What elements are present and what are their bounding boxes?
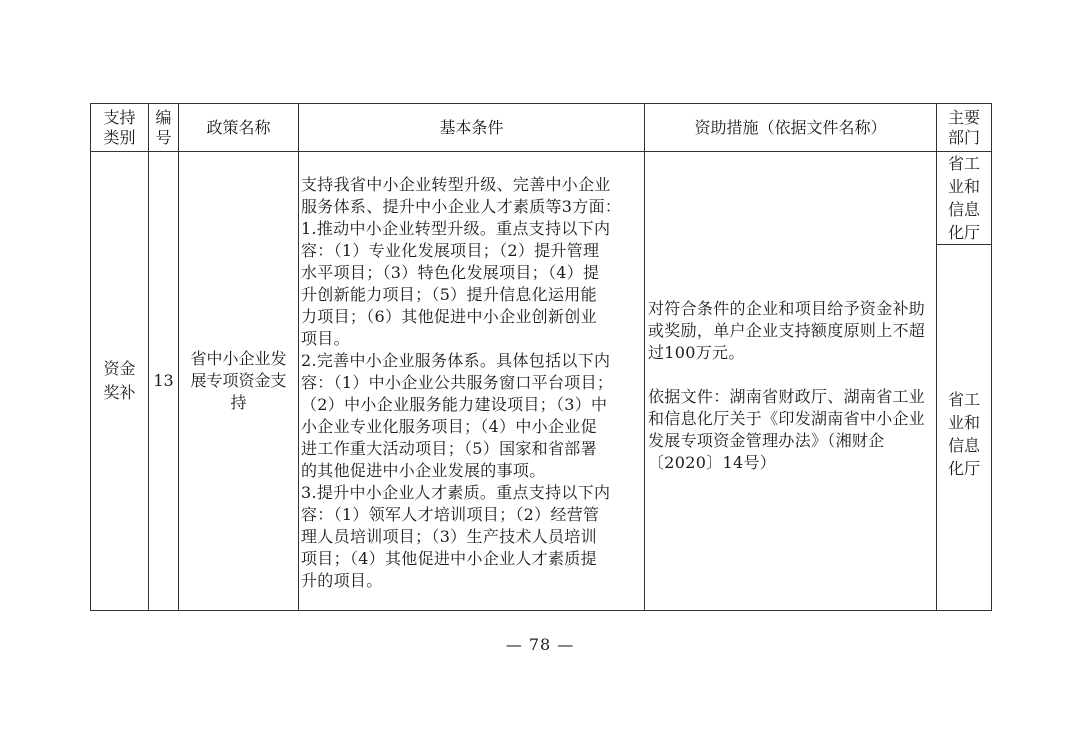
condition-line: 项目。 [301,329,350,348]
table-row [91,152,992,245]
policy-table [90,103,992,611]
cell-department-top: 省工业和信息化厅 [937,152,992,245]
condition-line: 小企业专业化服务项目；（4）中小企业促 [301,417,597,436]
condition-line: （2）中小企业服务能力建设项目；（3）中 [301,395,608,414]
condition-line: 2.完善中小企业服务体系。具体包括以下内 [301,351,611,370]
condition-line: 升创新能力项目；（5）提升信息化运用能 [301,285,597,304]
cell-basic-conditions [299,152,645,611]
header-support-type: 支持类别 [91,104,149,152]
condition-line: 升的项目。 [301,571,383,590]
funding-measures-text: 对符合条件的企业和项目给予资金补助或奖励，单户企业支持额度原则上不超过100万元。 [648,299,926,362]
condition-line: 理人员培训项目；（3）生产技术人员培训 [301,527,597,546]
condition-line: 水平项目；（3）特色化发展项目；（4）提 [301,263,600,282]
header-funding-measures: 资助措施（依据文件名称） [645,104,937,152]
basis-document-text: 依据文件：湖南省财政厅、湖南省工业和信息化厅关于《印发湖南省中小企业发展专项资金管理办法》（湘财企〔2020〕14号） [648,387,926,472]
cell-department-bottom: 省工业和信息化厅 [937,245,992,611]
cell-number: 13 [149,152,179,611]
condition-line: 支持我省中小企业转型升级、完善中小企业 [301,175,611,194]
condition-line: 进工作重大活动项目；（5）国家和省部署 [301,439,597,458]
condition-line: 容：（1）中小企业公共服务窗口平台项目； [301,373,614,392]
condition-line: 容：（1）专业化发展项目；（2）提升管理 [301,241,600,260]
condition-line: 的其他促进中小企业发展的事项。 [301,461,546,480]
header-basic-conditions: 基本条件 [299,104,645,152]
condition-line: 1.推动中小企业转型升级。重点支持以下内 [301,219,611,238]
table-header-row [91,104,992,152]
cell-support-type: 资金奖补 [91,152,149,611]
header-number: 编号 [149,104,179,152]
condition-line: 力项目；（6）其他促进中小企业创新创业 [301,307,597,326]
condition-line: 服务体系、提升中小企业人才素质等3方面： [301,197,622,216]
condition-line: 3.提升中小企业人才素质。重点支持以下内 [301,483,611,502]
header-policy-name: 政策名称 [179,104,299,152]
header-main-department: 主要部门 [937,104,992,152]
condition-line: 容：（1）领军人才培训项目；（2）经营管 [301,505,600,524]
condition-line: 项目；（4）其他促进中小企业人才素质提 [301,549,597,568]
cell-policy-name: 省中小企业发展专项资金支持 [179,152,299,611]
page-number: — 78 — [505,635,575,654]
cell-funding-measures [645,152,937,611]
